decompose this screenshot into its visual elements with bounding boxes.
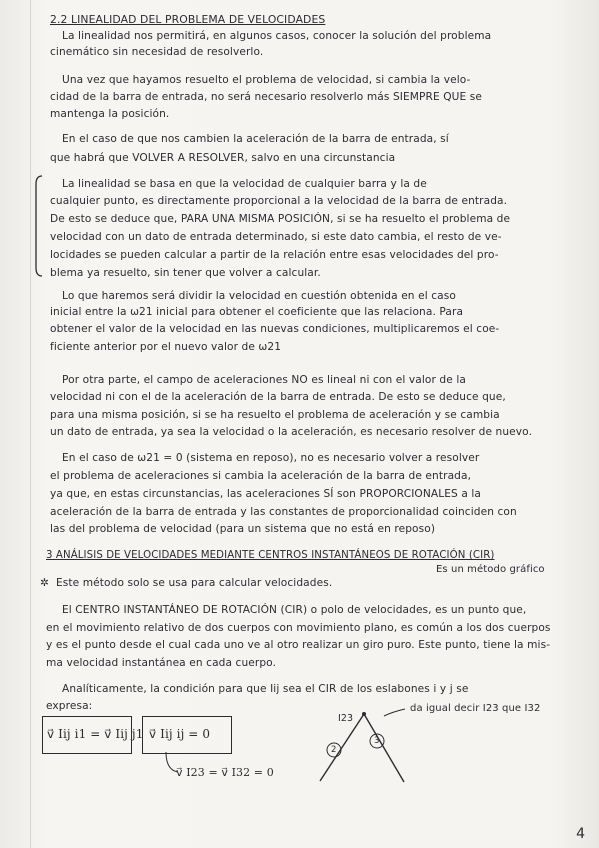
- text-line: ya que, en estas circunstancias, las aceleraciones SÍ son PROPORCIONALES a la: [50, 488, 482, 500]
- formula-2: v⃗ Iij ij = 0: [149, 727, 211, 741]
- text-line: ma velocidad instantánea en cada cuerpo.: [46, 657, 277, 669]
- text-line: En el caso de que nos cambien la aceleración de la barra de entrada, sí: [62, 133, 449, 145]
- text-line: velocidad con un dato de entrada determinado, si este dato cambia, el resto de ve-: [50, 231, 502, 243]
- text-line: el problema de aceleraciones si cambia la aceleración de la barra de entrada,: [50, 470, 472, 482]
- text-line: obtener el valor de la velocidad en las nuevas condiciones, multiplicaremos el coe-: [50, 323, 500, 335]
- diagram-left-label: 2: [331, 745, 337, 755]
- text-line: cidad de la barra de entrada, no será necesario resolverlo más SIEMPRE QUE se: [50, 91, 483, 103]
- text-line: aceleración de la barra de entrada y las constantes de proporcionalidad coinciden con: [50, 506, 517, 518]
- text-line: cinemático sin necesidad de resolverlo.: [50, 46, 264, 58]
- formula-3: v⃗ I23 = v⃗ I32 = 0: [176, 766, 274, 779]
- text-line: locidades se pueden calcular a partir de la relación entre esas velocidades del pro-: [50, 249, 499, 261]
- text-line: inicial entre la ω21 inicial para obtener el coeficiente que las relaciona. Para: [50, 306, 464, 318]
- text-line: Una vez que hayamos resuelto el problema de velocidad, si cambia la velo-: [62, 74, 471, 86]
- aside-note: da igual decir I23 que I32: [410, 703, 541, 714]
- section-title-text: 3 ANÁLISIS DE VELOCIDADES MEDIANTE CENTROS INSTANTÁNEOS DE ROTACIÓN (CIR): [46, 550, 495, 561]
- text-line: El CENTRO INSTANTÁNEO DE ROTACIÓN (CIR) o polo de velocidades, es un punto que,: [62, 604, 527, 616]
- diagram-right-label: 3: [374, 736, 380, 746]
- section-title-text: 2.2 LINEALIDAD DEL PROBLEMA DE VELOCIDADES: [50, 13, 326, 26]
- diagram-top-label: I23: [338, 713, 354, 724]
- text-line: expresa:: [46, 700, 93, 712]
- text-line: De esto se deduce que, PARA UNA MISMA POSICIÓN, si se ha resuelto el problema de: [50, 213, 511, 225]
- text-line: ficiente anterior por el nuevo valor de ω21: [50, 341, 282, 353]
- text-line: Lo que haremos será dividir la velocidad en cuestión obtenida en el caso: [62, 290, 456, 302]
- text-line: La linealidad nos permitirá, en algunos casos, conocer la solución del problema: [62, 30, 492, 42]
- formula-1: v⃗ Iij i1 = v⃗ Iij j1: [47, 727, 144, 741]
- text-line: cualquier punto, es directamente proporcional a la velocidad de la barra de entrada.: [50, 195, 508, 207]
- text-line: Por otra parte, el campo de aceleraciones NO es lineal ni con el valor de la: [62, 374, 466, 386]
- text-line: en el movimiento relativo de dos cuerpos con movimiento plano, es común a los dos cuerpos: [46, 622, 551, 634]
- text-line: un dato de entrada, ya sea la velocidad o la aceleración, es necesario resolver de nuevo.: [50, 426, 533, 438]
- text-line: que habrá que VOLVER A RESOLVER, salvo en una circunstancia: [50, 152, 396, 164]
- text-line: velocidad ni con el de la aceleración de la barra de entrada. De esto se deduce que,: [50, 391, 506, 403]
- text-line: las del problema de velocidad (para un sistema que no está en reposo): [50, 523, 436, 535]
- star-icon: ✲: [40, 577, 49, 589]
- text-line: blema ya resuelto, sin tener que volver a calcular.: [50, 267, 321, 279]
- text-line: Este método solo se usa para calcular velocidades.: [56, 577, 333, 589]
- method-note: Es un método gráfico: [436, 564, 545, 575]
- text-line: La linealidad se basa en que la velocidad de cualquier barra y la de: [62, 178, 427, 190]
- text-line: Analíticamente, la condición para que Iij sea el CIR de los eslabones i y j se: [62, 683, 469, 695]
- text-line: y es el punto desde el cual cada uno ve al otro realizar un giro puro. Este punto, tiene la mis-: [46, 639, 551, 651]
- page-number: 4: [576, 826, 585, 842]
- text-line: mantenga la posición.: [50, 108, 170, 120]
- text-line: para una misma posición, si se ha resuelto el problema de aceleración y se cambia: [50, 409, 500, 421]
- text-line: En el caso de ω21 = 0 (sistema en reposo), no es necesario volver a resolver: [62, 452, 480, 464]
